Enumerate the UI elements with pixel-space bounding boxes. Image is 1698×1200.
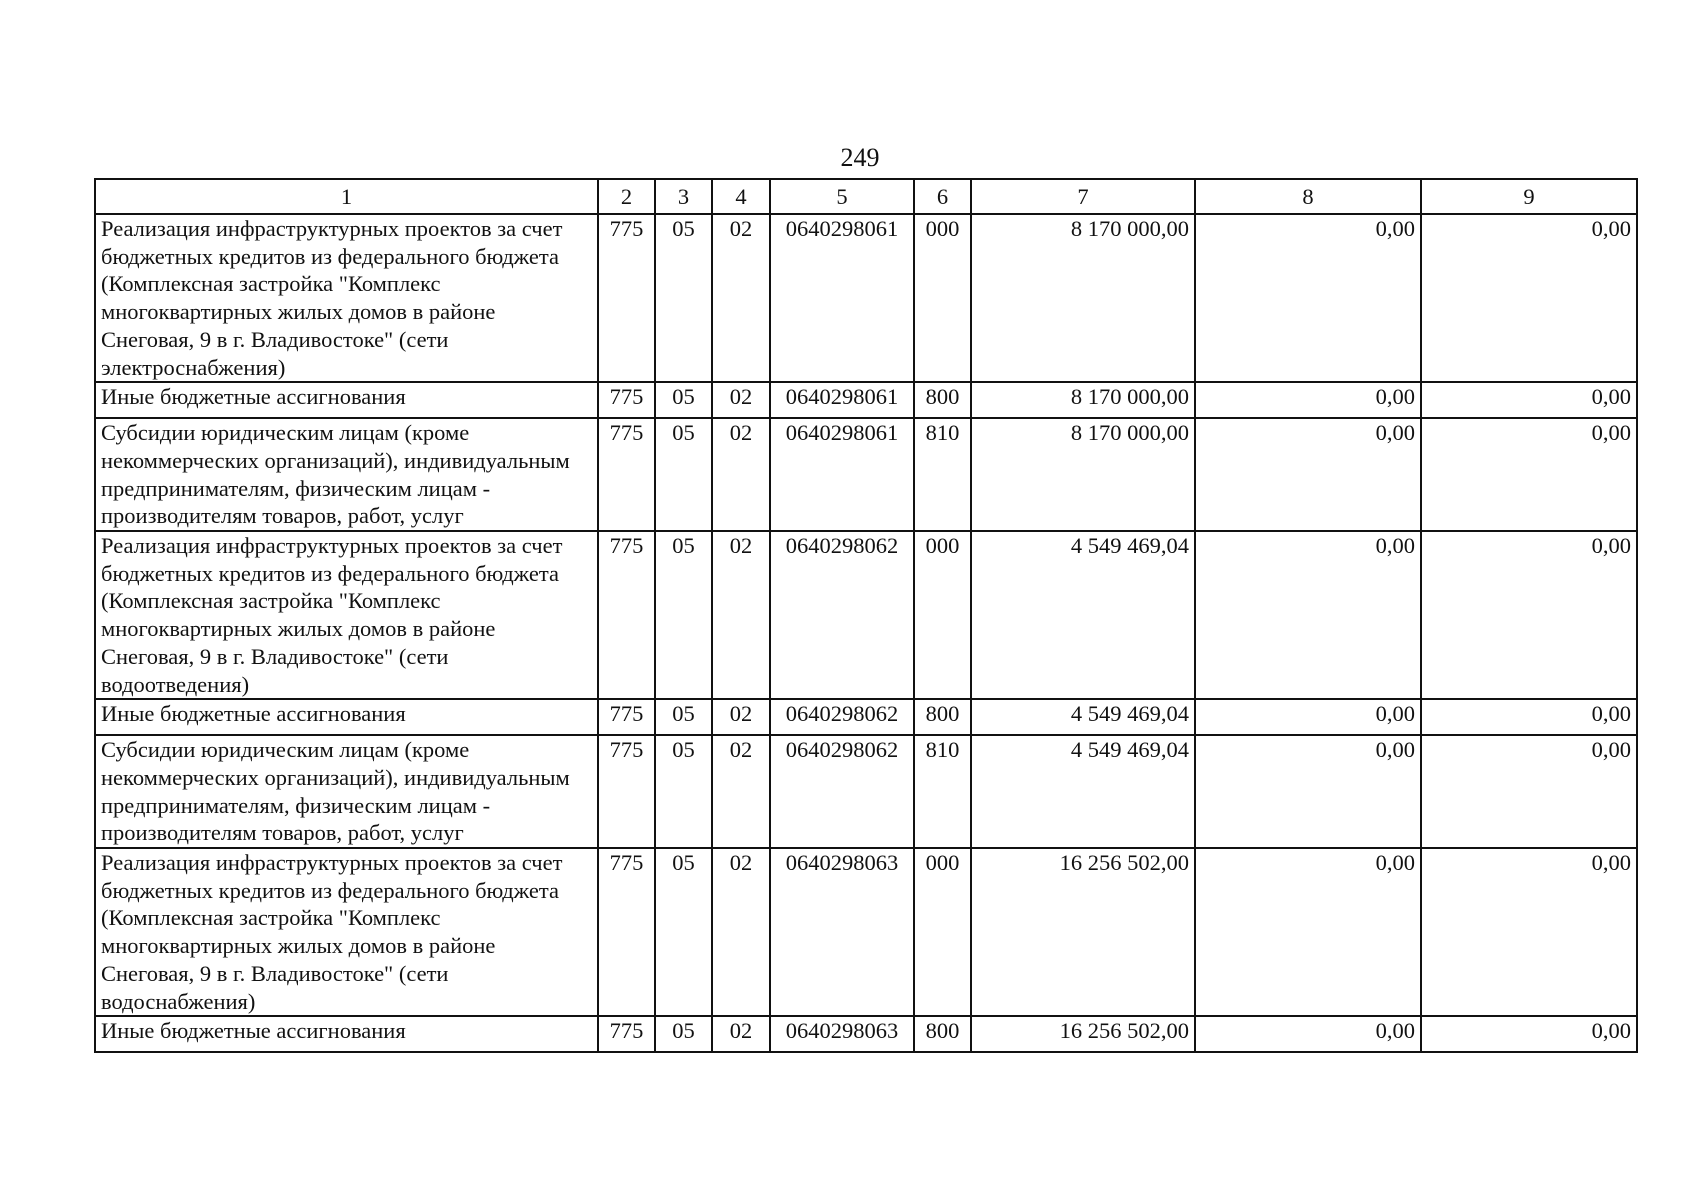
amount-col7: 8 170 000,00 [971, 214, 1195, 382]
code-section: 05 [655, 1016, 712, 1052]
column-header: 3 [655, 179, 712, 214]
column-header: 9 [1421, 179, 1637, 214]
code-target-article: 0640298061 [770, 418, 914, 531]
code-subsection: 02 [712, 418, 770, 531]
code-expense-type: 800 [914, 382, 971, 418]
code-subsection: 02 [712, 848, 770, 1016]
code-expense-type: 000 [914, 214, 971, 382]
code-section: 05 [655, 531, 712, 699]
code-ministry: 775 [598, 848, 655, 1016]
table-row [95, 531, 1637, 699]
amount-col8: 0,00 [1195, 382, 1421, 418]
amount-col8: 0,00 [1195, 848, 1421, 1016]
amount-col7: 4 549 469,04 [971, 699, 1195, 735]
table-row [95, 1016, 1637, 1052]
code-ministry: 775 [598, 382, 655, 418]
code-section: 05 [655, 699, 712, 735]
amount-col9: 0,00 [1421, 214, 1637, 382]
code-ministry: 775 [598, 735, 655, 848]
amount-col7: 8 170 000,00 [971, 382, 1195, 418]
table-row [95, 735, 1637, 848]
column-header: 8 [1195, 179, 1421, 214]
amount-col9: 0,00 [1421, 735, 1637, 848]
row-name: Реализация инфраструктурных проектов за счет бюджетных кредитов из федерального бюджета (Комплексная застройка "Комплекс многоквартирных жилых домов в районе Снеговая, 9 в г. Владивостоке" (сети водоотведения) [95, 531, 598, 699]
amount-col8: 0,00 [1195, 735, 1421, 848]
row-name: Иные бюджетные ассигнования [95, 382, 598, 418]
amount-col7: 4 549 469,04 [971, 735, 1195, 848]
amount-col7: 16 256 502,00 [971, 848, 1195, 1016]
table-row [95, 382, 1637, 418]
code-section: 05 [655, 214, 712, 382]
table-row [95, 418, 1637, 531]
code-target-article: 0640298063 [770, 1016, 914, 1052]
amount-col9: 0,00 [1421, 1016, 1637, 1052]
code-expense-type: 000 [914, 531, 971, 699]
code-expense-type: 810 [914, 418, 971, 531]
code-subsection: 02 [712, 531, 770, 699]
page-number: 249 [840, 143, 880, 172]
code-subsection: 02 [712, 1016, 770, 1052]
code-target-article: 0640298062 [770, 531, 914, 699]
column-header: 7 [971, 179, 1195, 214]
code-section: 05 [655, 382, 712, 418]
table-header-row [95, 179, 1637, 214]
code-expense-type: 000 [914, 848, 971, 1016]
code-ministry: 775 [598, 1016, 655, 1052]
amount-col8: 0,00 [1195, 214, 1421, 382]
code-subsection: 02 [712, 735, 770, 848]
amount-col8: 0,00 [1195, 1016, 1421, 1052]
column-header: 6 [914, 179, 971, 214]
code-section: 05 [655, 418, 712, 531]
column-header: 2 [598, 179, 655, 214]
table-row [95, 214, 1637, 382]
code-target-article: 0640298062 [770, 735, 914, 848]
code-target-article: 0640298062 [770, 699, 914, 735]
code-target-article: 0640298061 [770, 382, 914, 418]
code-target-article: 0640298061 [770, 214, 914, 382]
code-section: 05 [655, 848, 712, 1016]
row-name: Реализация инфраструктурных проектов за счет бюджетных кредитов из федерального бюджета (Комплексная застройка "Комплекс многоквартирных жилых домов в районе Снеговая, 9 в г. Владивостоке" (сети электроснабжения) [95, 214, 598, 382]
amount-col9: 0,00 [1421, 699, 1637, 735]
code-section: 05 [655, 735, 712, 848]
row-name: Субсидии юридическим лицам (кроме некоммерческих организаций), индивидуальным предпринимателям, физическим лицам - производителям товаров, работ, услуг [95, 418, 598, 531]
amount-col7: 8 170 000,00 [971, 418, 1195, 531]
code-target-article: 0640298063 [770, 848, 914, 1016]
amount-col7: 16 256 502,00 [971, 1016, 1195, 1052]
code-ministry: 775 [598, 531, 655, 699]
amount-col8: 0,00 [1195, 699, 1421, 735]
row-name: Реализация инфраструктурных проектов за счет бюджетных кредитов из федерального бюджета (Комплексная застройка "Комплекс многоквартирных жилых домов в районе Снеговая, 9 в г. Владивостоке" (сети водоснабжения) [95, 848, 598, 1016]
amount-col9: 0,00 [1421, 382, 1637, 418]
code-expense-type: 810 [914, 735, 971, 848]
amount-col7: 4 549 469,04 [971, 531, 1195, 699]
code-subsection: 02 [712, 699, 770, 735]
code-subsection: 02 [712, 382, 770, 418]
code-ministry: 775 [598, 699, 655, 735]
amount-col9: 0,00 [1421, 418, 1637, 531]
code-ministry: 775 [598, 418, 655, 531]
row-name: Субсидии юридическим лицам (кроме некоммерческих организаций), индивидуальным предпринимателям, физическим лицам - производителям товаров, работ, услуг [95, 735, 598, 848]
row-name: Иные бюджетные ассигнования [95, 1016, 598, 1052]
column-header: 4 [712, 179, 770, 214]
amount-col8: 0,00 [1195, 531, 1421, 699]
row-name: Иные бюджетные ассигнования [95, 699, 598, 735]
code-expense-type: 800 [914, 1016, 971, 1052]
table-row [95, 848, 1637, 1016]
amount-col9: 0,00 [1421, 848, 1637, 1016]
amount-col8: 0,00 [1195, 418, 1421, 531]
column-header: 5 [770, 179, 914, 214]
code-ministry: 775 [598, 214, 655, 382]
code-expense-type: 800 [914, 699, 971, 735]
amount-col9: 0,00 [1421, 531, 1637, 699]
column-header: 1 [95, 179, 598, 214]
budget-table [94, 178, 1638, 1053]
code-subsection: 02 [712, 214, 770, 382]
table-row [95, 699, 1637, 735]
